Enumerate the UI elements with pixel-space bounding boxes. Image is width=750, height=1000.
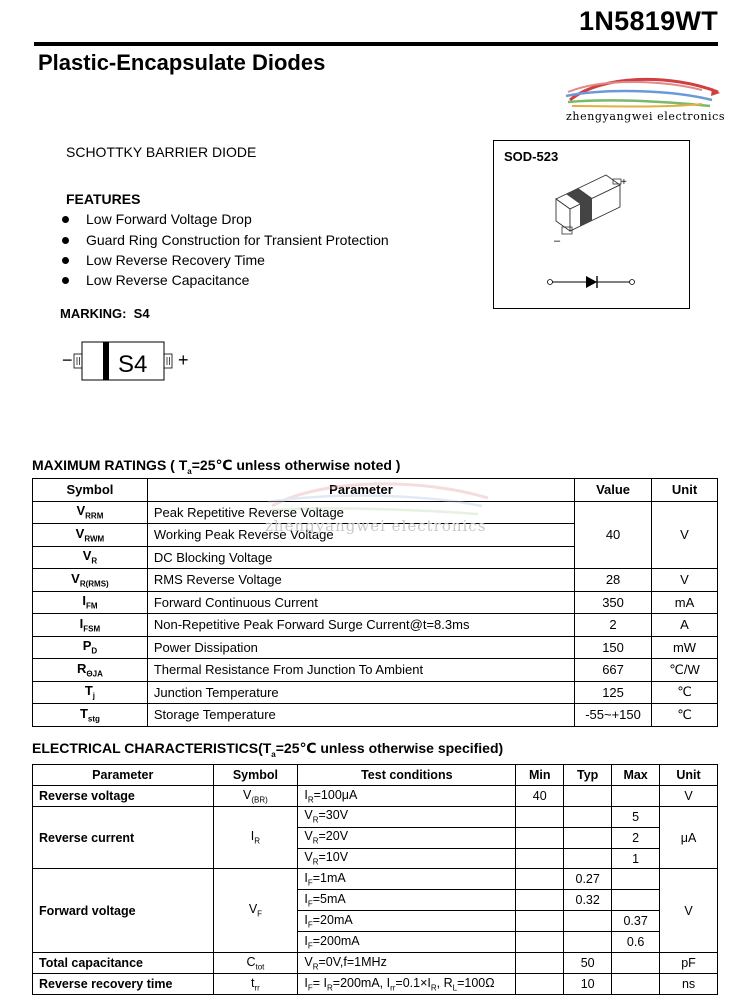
condition-cell: $V_R=30V$ xyxy=(298,806,516,827)
feature-item xyxy=(60,272,249,288)
condition-cell: $I_F=200mA$ xyxy=(298,932,516,953)
symbol-cell: $I_{FSM}$ xyxy=(33,614,148,637)
table-row xyxy=(33,569,718,592)
table-row xyxy=(33,953,718,974)
column-header: Symbol xyxy=(33,479,148,502)
table-row xyxy=(33,681,718,704)
device-subtitle: SCHOTTKY BARRIER DIODE xyxy=(66,144,257,160)
marking-minus-sign: − xyxy=(62,350,73,370)
typ-cell xyxy=(564,932,612,953)
bullet-icon xyxy=(62,216,69,223)
min-cell xyxy=(516,869,564,890)
electrical-heading: ELECTRICAL $CHARACTERISTICS(T_a=25℃$ unless otherwise specified) xyxy=(32,740,504,759)
condition-cell: $V_R=0V,f=1MHz$ xyxy=(298,953,516,974)
condition-cell: $V_R=10V$ xyxy=(298,848,516,869)
marking-diagram xyxy=(60,338,210,384)
column-header: Parameter xyxy=(147,479,574,502)
parameter-cell: Reverse voltage xyxy=(33,785,214,806)
max-cell xyxy=(612,953,660,974)
watermark-text: zhengyangwei electronics xyxy=(265,517,487,535)
max-cell: 0.37 xyxy=(612,911,660,932)
condition-cell: $I_F= I_R=200mA$, $I_{rr}=0.1\times I_R$, $R_L=100\Omega$ xyxy=(298,973,516,994)
package-box xyxy=(493,140,690,309)
feature-text: Low Forward Voltage Drop xyxy=(86,211,252,227)
document-title: Plastic-Encapsulate Diodes xyxy=(38,50,326,75)
feature-item xyxy=(60,232,389,248)
parameter-cell: Thermal Resistance From Junction To Ambient xyxy=(147,659,574,682)
value-cell: 28 xyxy=(575,569,652,592)
max-cell xyxy=(612,785,660,806)
value-cell: 2 xyxy=(575,614,652,637)
column-header: Symbol xyxy=(213,765,298,786)
symbol-cell: $V_R$ xyxy=(33,546,148,569)
max-cell: 5 xyxy=(612,806,660,827)
table-row xyxy=(33,591,718,614)
symbol-cell: $I_R$ xyxy=(213,806,298,869)
symbol-cell: $V_{R(RMS)}$ xyxy=(33,569,148,592)
value-cell: 150 xyxy=(575,636,652,659)
package-plus-sign: + xyxy=(621,177,627,188)
unit-cell: V xyxy=(652,569,718,592)
package-minus-sign: – xyxy=(554,235,561,247)
package-name: SOD-523 xyxy=(504,149,559,164)
typ-cell xyxy=(564,848,612,869)
value-cell: 667 xyxy=(575,659,652,682)
column-header: Unit xyxy=(660,765,718,786)
column-header: Max xyxy=(612,765,660,786)
unit-cell: A xyxy=(652,614,718,637)
max-cell: 1 xyxy=(612,848,660,869)
parameter-cell: Non-Repetitive Peak Forward Surge Current@t=8.3ms xyxy=(147,614,574,637)
max-cell xyxy=(612,973,660,994)
parameter-cell: DC Blocking Voltage xyxy=(147,546,574,569)
symbol-cell: $I_{FM}$ xyxy=(33,591,148,614)
symbol-cell: $P_D$ xyxy=(33,636,148,659)
unit-cell: mW xyxy=(652,636,718,659)
table-row xyxy=(33,614,718,637)
marking-code: S4 xyxy=(118,351,148,378)
feature-text: Low Reverse Recovery Time xyxy=(86,252,265,268)
feature-item xyxy=(60,211,252,227)
column-header: Min xyxy=(516,765,564,786)
table-row xyxy=(33,806,718,827)
typ-cell: 0.32 xyxy=(564,890,612,911)
min-cell xyxy=(516,848,564,869)
value-cell: -55~+150 xyxy=(575,704,652,727)
min-cell xyxy=(516,911,564,932)
feature-text: Low Reverse Capacitance xyxy=(86,272,250,288)
bullet-icon xyxy=(62,277,69,284)
parameter-cell: Reverse recovery time xyxy=(33,973,214,994)
column-header: Unit xyxy=(652,479,718,502)
unit-cell: ℃/W xyxy=(652,659,718,682)
condition-cell: $I_F=1mA$ xyxy=(298,869,516,890)
condition-cell: $I_R=100\mu A$ xyxy=(298,785,516,806)
typ-cell xyxy=(564,785,612,806)
typ-cell: 10 xyxy=(564,973,612,994)
bullet-icon xyxy=(62,257,69,264)
parameter-cell: Power Dissipation xyxy=(147,636,574,659)
table-row xyxy=(33,636,718,659)
header-rule xyxy=(34,42,718,46)
unit-cell: V xyxy=(652,501,718,569)
marking-plus-sign: + xyxy=(178,350,189,370)
value-cell: 40 xyxy=(575,501,652,569)
symbol-cell: $V_{(BR)}$ xyxy=(213,785,298,806)
parameter-cell: Working Peak Reverse Voltage xyxy=(147,524,574,547)
symbol-cell: $V_{RWM}$ xyxy=(33,524,148,547)
parameter-cell: Reverse current xyxy=(33,806,214,869)
bullet-icon xyxy=(62,237,69,244)
max-cell xyxy=(612,890,660,911)
condition-cell: $I_F=5mA$ xyxy=(298,890,516,911)
unit-cell: mA xyxy=(652,591,718,614)
min-cell xyxy=(516,827,564,848)
condition-cell: $I_F=20mA$ xyxy=(298,911,516,932)
parameter-cell: Peak Repetitive Reverse Voltage xyxy=(147,501,574,524)
typ-cell xyxy=(564,827,612,848)
unit-cell: ℃ xyxy=(652,704,718,727)
table-header-row xyxy=(33,765,718,786)
symbol-cell: $V_F$ xyxy=(213,869,298,953)
max-cell xyxy=(612,869,660,890)
symbol-cell: $T_j$ xyxy=(33,681,148,704)
table-row xyxy=(33,704,718,727)
parameter-cell: Forward voltage xyxy=(33,869,214,953)
min-cell xyxy=(516,953,564,974)
unit-cell: pF xyxy=(660,953,718,974)
symbol-cell: $C_{tot}$ xyxy=(213,953,298,974)
min-cell xyxy=(516,973,564,994)
unit-cell: μA xyxy=(660,806,718,869)
part-number: 1N5819WT xyxy=(579,6,718,36)
logo-wordmark: zhengyangwei electronics xyxy=(566,110,726,123)
column-header: Test conditions xyxy=(298,765,516,786)
max-ratings-heading: MAXIMUM RATINGS ( $T_a=25℃$ unless otherwise noted ) xyxy=(32,457,401,476)
min-cell xyxy=(516,806,564,827)
marking-code-label: S4 xyxy=(133,306,150,321)
marking-heading xyxy=(60,306,150,321)
symbol-cell: $V_{RRM}$ xyxy=(33,501,148,524)
cathode-band xyxy=(103,342,109,380)
table-row xyxy=(33,869,718,890)
column-header: Typ xyxy=(564,765,612,786)
parameter-cell: RMS Reverse Voltage xyxy=(147,569,574,592)
unit-cell: V xyxy=(660,869,718,953)
typ-cell: 0.27 xyxy=(564,869,612,890)
feature-text: Guard Ring Construction for Transient Protection xyxy=(86,232,389,248)
unit-cell: ℃ xyxy=(652,681,718,704)
parameter-cell: Junction Temperature xyxy=(147,681,574,704)
table-row xyxy=(33,785,718,806)
features-heading: FEATURES xyxy=(66,191,141,207)
value-cell: 350 xyxy=(575,591,652,614)
symbol-cell: $T_{stg}$ xyxy=(33,704,148,727)
unit-cell: ns xyxy=(660,973,718,994)
max-cell: 0.6 xyxy=(612,932,660,953)
package-drawing xyxy=(494,141,689,308)
column-header: Parameter xyxy=(33,765,214,786)
typ-cell: 50 xyxy=(564,953,612,974)
table-row xyxy=(33,973,718,994)
condition-cell: $V_R=20V$ xyxy=(298,827,516,848)
min-cell: 40 xyxy=(516,785,564,806)
parameter-cell: Storage Temperature xyxy=(147,704,574,727)
parameter-cell: Total capacitance xyxy=(33,953,214,974)
parameter-cell: Forward Continuous Current xyxy=(147,591,574,614)
max-cell: 2 xyxy=(612,827,660,848)
marking-label: MARKING: xyxy=(60,306,127,321)
electrical-table xyxy=(32,764,718,995)
column-header: Value xyxy=(575,479,652,502)
min-cell xyxy=(516,932,564,953)
typ-cell xyxy=(564,911,612,932)
value-cell: 125 xyxy=(575,681,652,704)
symbol-cell: $R_{\Theta JA}$ xyxy=(33,659,148,682)
unit-cell: V xyxy=(660,785,718,806)
symbol-cell: $t_{rr}$ xyxy=(213,973,298,994)
typ-cell xyxy=(564,806,612,827)
feature-item xyxy=(60,252,265,268)
min-cell xyxy=(516,890,564,911)
table-row xyxy=(33,659,718,682)
